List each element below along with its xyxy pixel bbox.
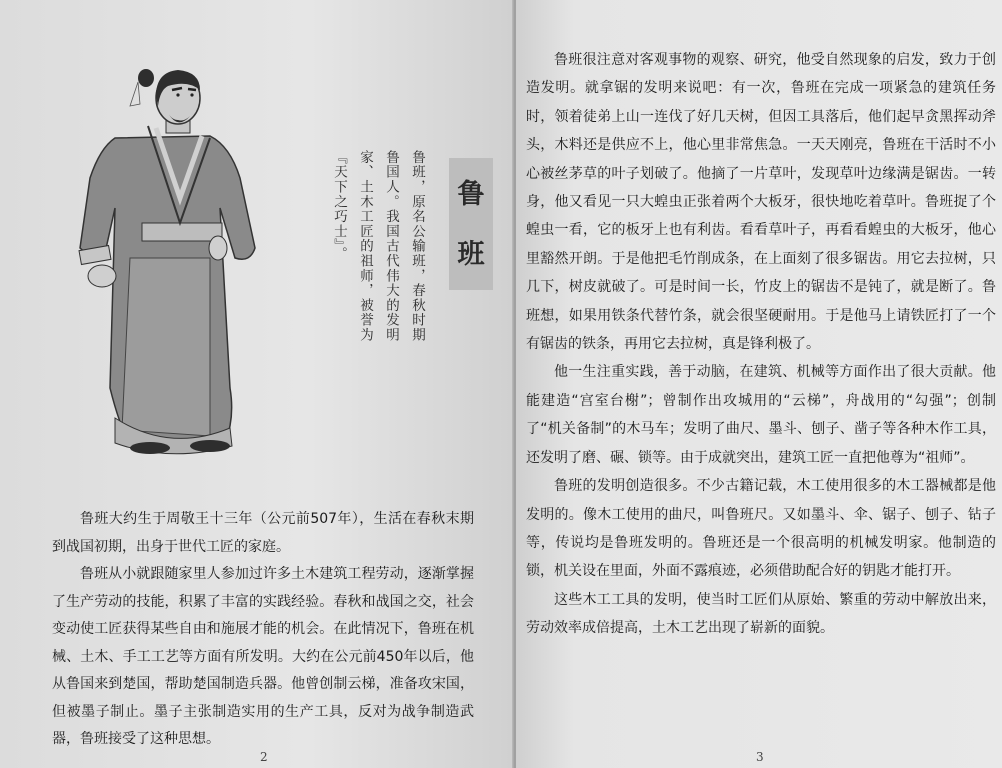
right-paragraph-1: 鲁班很注意对客观事物的观察、研究，他受自然现象的启发，致力于创造发明。就拿锯的发明来说吧：有一次，鲁班在完成一项紧急的建筑任务时，领着徒弟上山一连伐了好几天树，但因工具落后，他们起早贪黑挥动斧头，木料还是供应不上，他心里非常焦急。一天天刚亮，鲁班在干活时不小心被丝茅草的叶子划破了。他摘了一片草叶，发现草叶边缘满是锯齿。一转身，他又看见一只大蝗虫正张着两个大板牙，很快地吃着草叶。鲁班捉了个蝗虫一看，它的板牙上也有利齿。看看草叶子，再看看蝗虫的大板牙，他心里豁然开朗。于是他把毛竹削成条，在上面刻了很多锯齿。用它去拉树，只几下，树皮就破了。可是时间一长，竹皮上的锯齿不是钝了，就是断了。鲁班想，如果用铁条代替竹条，就会很坚硬耐用。于是他马上请铁匠打了一个有锯齿的铁条，再用它去拉树，真是锋利极了。 <box>526 52 996 353</box>
page-number-right: 3 <box>756 750 764 764</box>
caption-vertical: 鲁班，原名公输班，春秋时期鲁国人。我国古代伟大的发明家、土木工匠的祖师，被誉为『天下之巧士』。 <box>331 150 425 343</box>
right-body-text <box>526 46 996 643</box>
left-paragraph-2: 鲁班从小就跟随家里人参加过许多土木建筑工程劳动，逐渐掌握了生产劳动的技能，积累了丰富的实践经验。春秋和战国之交，社会变动使工匠获得某些自由和施展才能的机会。在此情况下，鲁班在机械、土木、手工工艺等方面有所发明。大约在公元前450年以后，他从鲁国来到楚国，帮助楚国制造兵器。他曾创制云梯，准备攻宋国，但被墨子制止。墨子主张制造实用的生产工具，反对为战争制造武器，鲁班接受了这种思想。 <box>52 566 474 747</box>
right-paragraph-2: 他一生注重实践，善于动脑，在建筑、机械等方面作出了很大贡献。他能建造“宫室台榭”；曾制作出攻城用的“云梯”，舟战用的“勾强”；创制了“机关备制”的木马车；发明了曲尺、墨斗、刨子、凿子等各种木作工具，还发明了磨、碾、锁等。由于成就突出，建筑工匠一直把他尊为“祖师”。 <box>526 364 996 466</box>
lu-ban-illustration <box>60 58 260 458</box>
right-page <box>516 0 1002 768</box>
title-char-2: 班 <box>457 238 485 270</box>
left-paragraph-1: 鲁班大约生于周敬王十三年（公元前507年），生活在春秋末期到战国初期，出身于世代工匠的家庭。 <box>52 511 474 555</box>
right-paragraph-3: 鲁班的发明创造很多。不少古籍记载，木工使用很多的木工器械都是他发明的。像木工使用的曲尺，叫鲁班尺。又如墨斗、伞、锯子、刨子、钻子等，传说均是鲁班发明的。鲁班还是一个很高明的机械发明家。他制造的锁，机关设在里面，外面不露痕迹，必须借助配合好的钥匙才能打开。 <box>526 478 996 580</box>
page-number-left: 2 <box>260 750 268 764</box>
title-char-1: 鲁 <box>457 178 485 210</box>
left-body-text <box>52 506 474 754</box>
title-box <box>449 158 493 290</box>
right-paragraph-4: 这些木工工具的发明，使当时工匠们从原始、繁重的劳动中解放出来，劳动效率成倍提高，土木工艺出现了崭新的面貌。 <box>526 591 996 637</box>
